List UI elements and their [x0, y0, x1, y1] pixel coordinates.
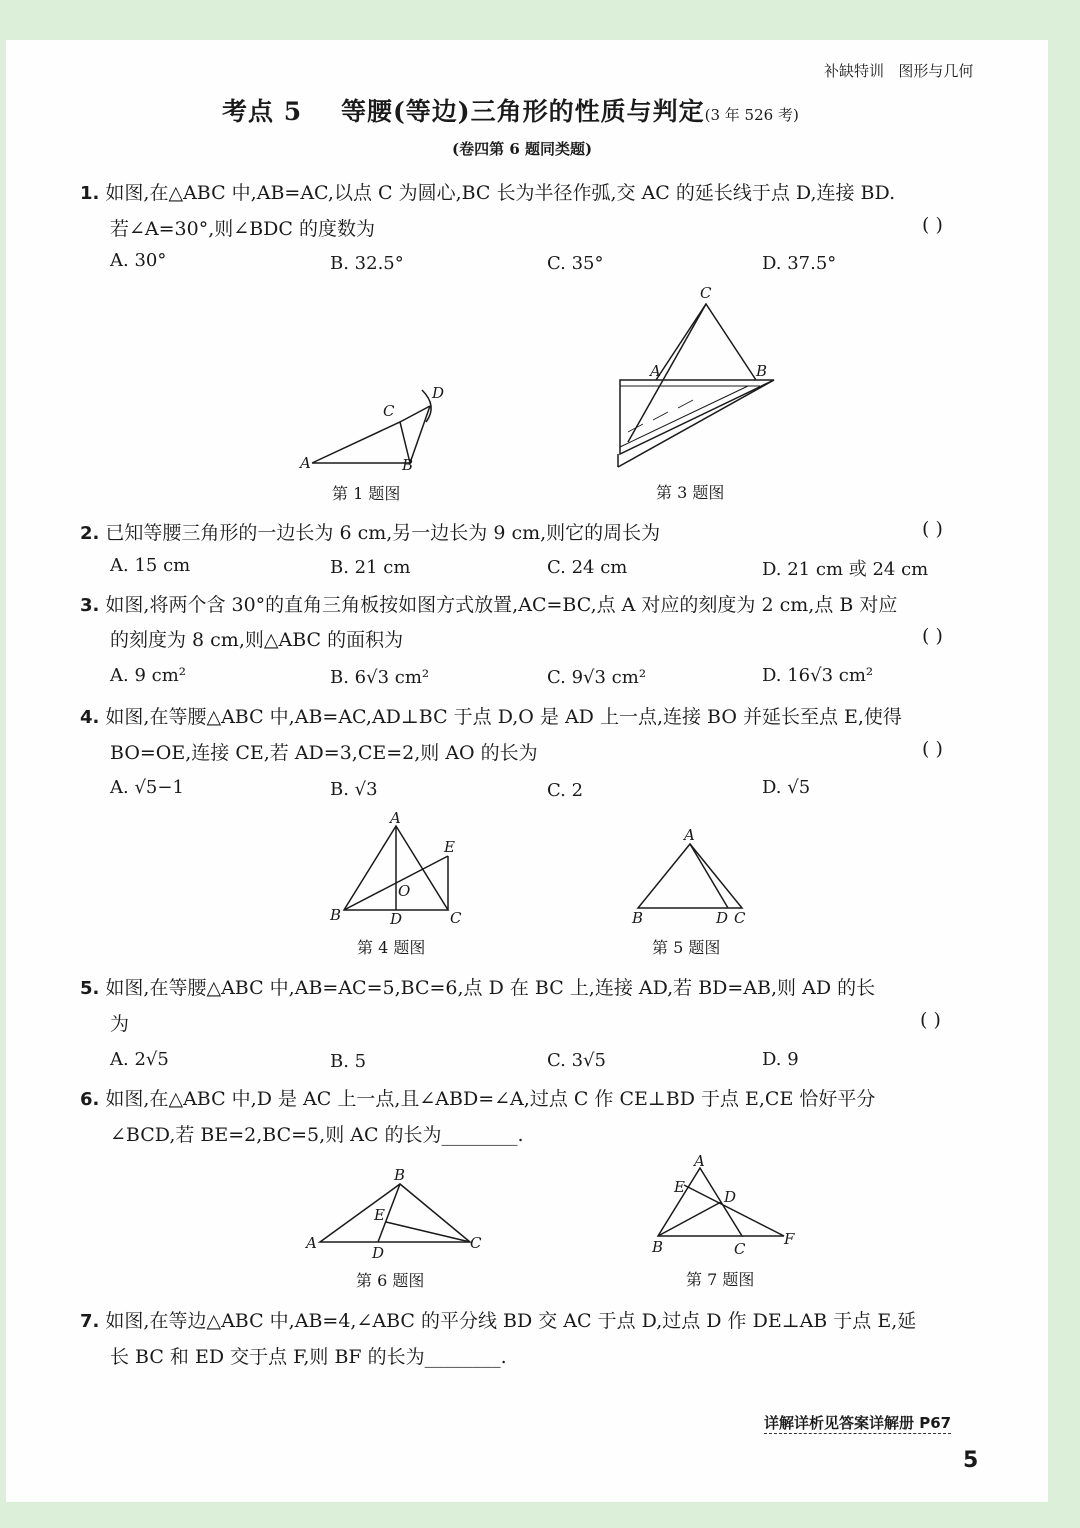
- figure-7-caption: 第 7 题图: [686, 1270, 755, 1289]
- question-1-line-1: 1. 如图,在△ABC 中,AB=AC,以点 C 为圆心,BC 长为半径作弧,交 AC 的延长线于点 D,连接 BD.: [80, 182, 896, 204]
- fig3-label-b: B: [756, 362, 768, 380]
- question-number: 4.: [80, 707, 100, 728]
- figure-3-diagram: [608, 282, 788, 472]
- fig5-label-a: A: [684, 826, 695, 844]
- option-d[interactable]: D. √5: [762, 777, 811, 798]
- option-b[interactable]: B. 5: [330, 1051, 367, 1072]
- option-c[interactable]: C. 9√3 cm²: [547, 667, 647, 688]
- fig7-label-f: F: [784, 1230, 795, 1248]
- figure-4-diagram: [322, 810, 472, 930]
- fig4-label-c: C: [450, 909, 462, 927]
- fig6-label-c: C: [470, 1234, 482, 1252]
- answer-paren[interactable]: ( ): [920, 1009, 941, 1031]
- answer-paren[interactable]: ( ): [922, 214, 943, 236]
- question-number: 5.: [80, 978, 100, 999]
- option-a[interactable]: A. 9 cm²: [110, 665, 186, 686]
- option-b[interactable]: B. 32.5°: [330, 253, 404, 274]
- option-a[interactable]: A. 30°: [110, 250, 167, 271]
- option-d[interactable]: D. 16√3 cm²: [762, 665, 874, 686]
- section-note: (卷四第 6 题同类题): [452, 140, 593, 158]
- fig4-label-d: D: [390, 910, 403, 928]
- figure-5-diagram: [624, 822, 754, 928]
- option-a[interactable]: A. 15 cm: [110, 555, 191, 576]
- fig6-label-a: A: [306, 1234, 317, 1252]
- option-d[interactable]: D. 21 cm 或 24 cm: [762, 559, 929, 580]
- answer-paren[interactable]: ( ): [922, 518, 943, 540]
- fig3-label-c: C: [700, 284, 712, 302]
- fig5-label-c: C: [734, 909, 746, 927]
- question-number: 7.: [80, 1311, 100, 1332]
- figure-3-caption: 第 3 题图: [656, 483, 725, 502]
- question-number: 1.: [80, 183, 100, 204]
- page-number: 5: [963, 1448, 979, 1473]
- figure-5-caption: 第 5 题图: [652, 938, 721, 957]
- running-header: [824, 60, 973, 81]
- question-number: 2.: [80, 523, 100, 544]
- question-7-line-2: 长 BC 和 ED 交于点 F,则 BF 的长为________.: [110, 1346, 507, 1368]
- fig4-label-o: O: [398, 882, 411, 900]
- fig7-label-d: D: [724, 1188, 737, 1206]
- answer-reference: 详解详析见答案详解册 P67: [764, 1414, 952, 1432]
- option-c[interactable]: C. 2: [547, 780, 584, 801]
- fig1-label-a: A: [300, 454, 311, 472]
- scan-border-right: [1048, 0, 1080, 1528]
- fig7-label-a: A: [694, 1152, 705, 1170]
- figure-7-diagram: [644, 1150, 804, 1260]
- option-d[interactable]: D. 37.5°: [762, 253, 837, 274]
- header-subject: 图形与几何: [898, 62, 974, 80]
- section-stats: (3 年 526 考): [704, 106, 799, 124]
- question-4-line-2: BO=OE,连接 CE,若 AD=3,CE=2,则 AO 的长为: [110, 742, 538, 764]
- section-heading: 等腰(等边)三角形的性质与判定: [340, 97, 705, 126]
- question-number: 3.: [80, 595, 100, 616]
- fig5-label-b: B: [632, 909, 644, 927]
- option-d[interactable]: D. 9: [762, 1049, 799, 1070]
- figure-4-caption: 第 4 题图: [357, 938, 426, 957]
- question-3-line-1: 3. 如图,将两个含 30°的直角三角板按如图方式放置,AC=BC,点 A 对应的刻度为 2 cm,点 B 对应: [80, 594, 898, 616]
- fig3-label-a: A: [650, 362, 661, 380]
- answer-paren[interactable]: ( ): [922, 738, 943, 760]
- question-3-line-2: 的刻度为 8 cm,则△ABC 的面积为: [110, 629, 404, 651]
- fig1-label-b: B: [402, 456, 414, 474]
- question-number: 6.: [80, 1089, 100, 1110]
- option-a[interactable]: A. √5−1: [110, 777, 184, 798]
- option-c[interactable]: C. 3√5: [547, 1050, 606, 1071]
- option-b[interactable]: B. √3: [330, 779, 378, 800]
- option-c[interactable]: C. 24 cm: [547, 557, 628, 578]
- figure-1-diagram: [290, 378, 460, 478]
- question-7-line-1: 7. 如图,在等边△ABC 中,AB=4,∠ABC 的平分线 BD 交 AC 于点 D,过点 D 作 DE⊥AB 于点 E,延: [80, 1310, 917, 1332]
- scan-border-top: [0, 0, 1080, 40]
- option-b[interactable]: B. 6√3 cm²: [330, 667, 430, 688]
- answer-paren[interactable]: ( ): [922, 625, 943, 647]
- question-1-line-2: 若∠A=30°,则∠BDC 的度数为: [110, 218, 375, 240]
- option-c[interactable]: C. 35°: [547, 253, 604, 274]
- fig7-label-e: E: [674, 1178, 685, 1196]
- fig4-label-e: E: [444, 838, 455, 856]
- section-title: [222, 92, 799, 128]
- fig6-label-e: E: [374, 1206, 385, 1224]
- scan-border-bottom: [0, 1502, 1080, 1528]
- header-series: 补缺特训: [824, 62, 885, 80]
- section-label: 考点 5: [222, 97, 303, 126]
- fig7-label-c: C: [734, 1240, 746, 1258]
- question-5-line-2: 为: [110, 1013, 130, 1035]
- figure-1-caption: 第 1 题图: [332, 484, 401, 503]
- fig1-label-d: D: [432, 384, 445, 402]
- question-6-line-2: ∠BCD,若 BE=2,BC=5,则 AC 的长为________.: [110, 1124, 524, 1146]
- question-2-line-1: 2. 已知等腰三角形的一边长为 6 cm,另一边长为 9 cm,则它的周长为: [80, 522, 661, 544]
- fig7-label-b: B: [652, 1238, 664, 1256]
- question-5-line-1: 5. 如图,在等腰△ABC 中,AB=AC=5,BC=6,点 D 在 BC 上,连接 AD,若 BD=AB,则 AD 的长: [80, 977, 876, 999]
- question-4-line-1: 4. 如图,在等腰△ABC 中,AB=AC,AD⊥BC 于点 D,O 是 AD 上一点,连接 BO 并延长至点 E,使得: [80, 706, 902, 728]
- option-b[interactable]: B. 21 cm: [330, 557, 411, 578]
- figure-6-caption: 第 6 题图: [356, 1271, 425, 1290]
- fig6-label-b: B: [394, 1166, 406, 1184]
- fig1-label-c: C: [383, 402, 395, 420]
- fig4-label-b: B: [330, 906, 342, 924]
- fig6-label-d: D: [372, 1244, 385, 1262]
- fig4-label-a: A: [390, 810, 401, 827]
- question-6-line-1: 6. 如图,在△ABC 中,D 是 AC 上一点,且∠ABD=∠A,过点 C 作 CE⊥BD 于点 E,CE 恰好平分: [80, 1088, 876, 1110]
- fig5-label-d: D: [716, 909, 729, 927]
- figure-6-diagram: [300, 1164, 490, 1264]
- option-a[interactable]: A. 2√5: [110, 1049, 169, 1070]
